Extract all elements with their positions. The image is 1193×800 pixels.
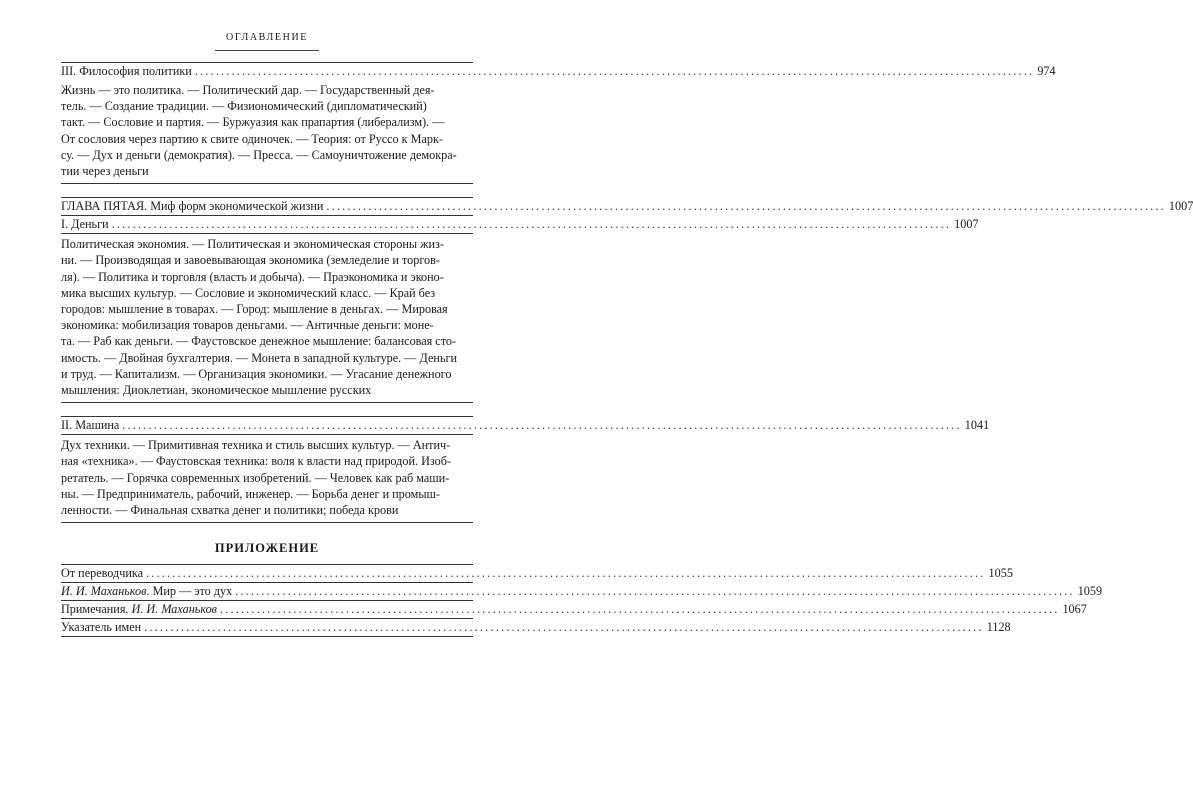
toc-leader-dots: ................................................................................................................................................................ [144,620,984,635]
toc-page-number: 1059 [1077,584,1103,599]
toc-page-number: 1007 [954,217,979,232]
toc-page-number: 1055 [988,566,1013,581]
toc-leader-dots: ................................................................................................................................................................ [122,418,962,433]
toc-entry-translator-note [61,564,1013,583]
toc-entry-line[interactable] [61,216,979,233]
toc-entry-description [61,434,473,522]
toc-leader-dots: ................................................................................................................................................................ [219,602,1060,617]
description-line: От сословия через партию к свите одиночек. — Теория: от Руссо к Марк- [61,131,443,146]
toc-entry-line[interactable] [61,63,1056,80]
toc-entry-title: II. Машина [61,418,120,433]
toc-entry-notes [61,601,1087,619]
toc-entry-title [61,601,217,618]
toc-entry-author: И. И. Маханьков [61,584,147,599]
description-line: тель. — Создание традиции. — Физиономический (дипломатический) [61,99,427,114]
description-line: ная «техника». — Фаустовская техника: воля к власти над природой. Изоб- [61,454,451,469]
toc-leader-dots: ................................................................................................................................................................ [235,584,1075,599]
description-line: такт. — Сословие и партия. — Буржуазия как прапартия (либерализм). — [61,115,445,130]
description-line: ленности. — Финальная схватка денег и политики; победа крови [61,503,399,518]
description-line: су. — Дух и деньги (демократия). — Пресса. — Самоуничтожение демокра- [61,147,457,162]
toc-entry-machine [61,416,990,523]
toc-entry-name-index [61,619,1011,637]
toc-entry-line[interactable] [61,583,1103,600]
toc-entry-title [61,583,232,600]
description-line: мика высших культур. — Сословие и экономический класс. — Край без [61,285,436,300]
toc-entry-title: III. Философия политики [61,64,192,78]
description-line: та. — Раб как деньги. — Фаустовское денежное мышление: балансовая сто- [61,334,457,349]
description-line: ны. — Предприниматель, рабочий, инженер. — Борьба денег и промыш- [61,486,440,501]
header-rule [215,50,319,51]
toc-entry-line[interactable] [61,198,1193,215]
toc-entry-title-text: Примечания. [61,602,132,617]
appendix-heading: ПРИЛОЖЕНИЕ [214,541,320,556]
toc-entry-title: ГЛАВА ПЯТАЯ. Миф форм экономической жизни [61,199,324,214]
toc-page-number: 1007 [1168,199,1193,214]
toc-page-number: 1041 [964,418,990,433]
toc-leader-dots: ................................................................................................................................................................ [326,199,1166,214]
table-of-contents [61,62,1193,637]
toc-entry-line[interactable] [61,417,990,434]
toc-entry-money [61,216,979,403]
toc-page-number: 974 [1037,64,1056,78]
toc-page-number: 1067 [1062,602,1087,617]
toc-entry-politics-philosophy [61,62,1056,184]
description-line: имость. — Двойная бухгалтерия. — Монета в западной культуре. — Деньги [61,350,457,365]
toc-entry-title: От переводчика [61,566,144,581]
toc-entry-line[interactable] [61,565,1013,582]
toc-entry-title: Указатель имен [61,620,142,635]
toc-leader-dots: ................................................................................................................................................................ [194,64,1035,78]
toc-entry-title-text: . Мир — это дух [146,584,233,599]
description-line: мышления: Диоклетиан, экономическое мышление русских [61,383,372,398]
description-line: Дух техники. — Примитивная техника и стиль высших культур. — Антич- [61,438,451,453]
description-line: ля). — Политика и торговля (власть и добыча). — Праэкономика и эконо- [61,269,444,284]
toc-page-number: 1128 [986,620,1011,635]
toc-entry-world-is-spirit [61,583,1103,601]
toc-entry-line[interactable] [61,601,1087,618]
description-line: ретатель. — Горячка современных изобретений. — Человек как раб маши- [61,470,450,485]
description-line: экономика: мобилизация товаров деньгами. — Античные деньги: моне- [61,318,434,333]
description-line: городов: мышление в товарах. — Город: мышление в деньгах. — Мировая [61,302,448,317]
description-line: и труд. — Капитализм. — Организация экономики. — Угасание денежного [61,366,452,381]
toc-entry-chapter-five [61,197,1193,216]
description-line: Политическая экономия. — Политическая и экономическая стороны жиз- [61,237,444,252]
toc-entry-line[interactable] [61,619,1011,636]
description-line: тии через деньги [61,164,149,179]
toc-entry-author: И. И. Маханьков [131,602,217,617]
toc-entry-description [61,233,473,402]
toc-leader-dots: ................................................................................................................................................................ [111,217,952,232]
description-line: ни. — Производящая и завоевывающая экономика (земледелие и торгов- [61,253,440,268]
toc-entry-description [61,80,473,183]
description-line: Жизнь — это политика. — Политический дар. — Государственный дея- [61,83,435,97]
toc-leader-dots: ................................................................................................................................................................ [146,566,986,581]
header-title: ОГЛАВЛЕНИЕ [226,32,308,43]
toc-entry-title: I. Деньги [61,217,109,232]
